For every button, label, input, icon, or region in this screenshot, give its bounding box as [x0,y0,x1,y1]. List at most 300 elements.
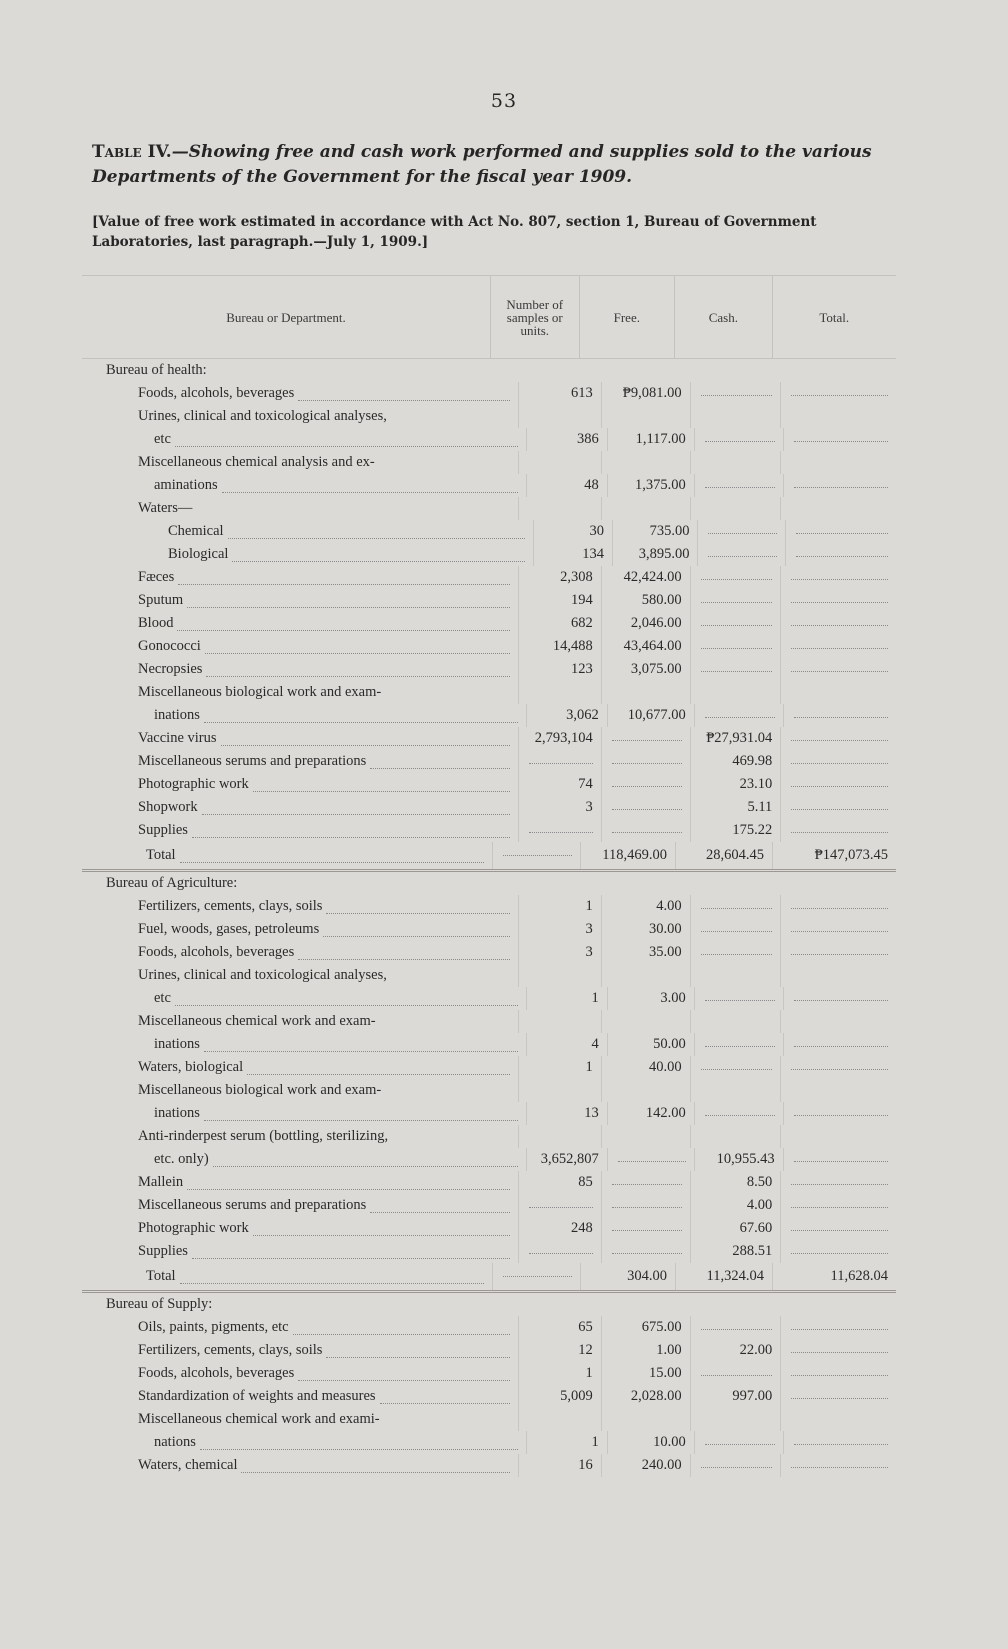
cell-number [518,1079,600,1102]
cell-cash: 4.00 [690,1194,781,1217]
cell-total [783,1102,896,1125]
row-label [82,543,533,566]
row-label-text: inations [154,707,200,723]
table-row [82,895,896,918]
dot-leader [177,617,510,631]
dot-leader [204,1107,518,1121]
cell-number [518,750,600,773]
cell-total [780,566,896,589]
cell-free: 3,075.00 [601,658,690,681]
row-label-text: etc. only) [154,1151,209,1167]
dot-leader [178,571,510,585]
cell-free: 30.00 [601,918,690,941]
row-label-text: Urines, clinical and toxicological analyses, [138,967,387,983]
cell-cash: 175.22 [690,819,781,842]
table-row [82,987,896,1010]
cell-total [780,964,896,987]
dot-leader [192,1245,511,1259]
cell-number: 16 [518,1454,600,1477]
table-row [82,635,896,658]
table-row [82,1010,896,1033]
cell-total [780,941,896,964]
row-label-text: inations [154,1105,200,1121]
cell-free: 42,424.00 [601,566,690,589]
cell-cash [697,543,784,566]
row-label-text: Miscellaneous serums and preparations [138,753,367,769]
cell-free: 50.00 [607,1033,694,1056]
cell-free: 2,028.00 [601,1385,690,1408]
row-label-text: Photographic work [138,1220,249,1236]
table-row [82,1240,896,1263]
dot-leader [298,387,510,401]
total-total: ₱147,073.45 [772,842,896,869]
row-label-text: Waters, chemical [138,1457,238,1473]
cell-free: 10,677.00 [607,704,694,727]
cell-cash: ₱27,931.04 [690,727,781,750]
cell-cash [690,635,781,658]
table-row [82,1454,896,1477]
cell-number: 2,308 [518,566,600,589]
dot-leader [380,1390,511,1404]
row-label-text: Miscellaneous biological work and exam- [138,684,382,700]
cell-total [780,1125,896,1148]
cell-cash [690,681,781,704]
row-label [82,1431,526,1454]
row-label-text: Photographic work [138,776,249,792]
row-label-text: Miscellaneous chemical analysis and ex- [138,454,375,470]
dot-leader [241,1459,510,1473]
row-label [82,1454,518,1477]
cell-total [780,1454,896,1477]
cell-free [601,1240,690,1263]
cell-number [518,1194,600,1217]
cell-total [780,1217,896,1240]
dot-leader [370,755,510,769]
row-label-text: Miscellaneous chemical work and exam- [138,1013,376,1029]
cell-free [601,1125,690,1148]
cell-total [780,497,896,520]
row-label [82,1316,518,1339]
cell-total [780,1171,896,1194]
row-label [82,750,518,773]
cell-cash [690,612,781,635]
cell-cash [690,941,781,964]
dot-leader [206,663,510,677]
dot-leader [228,525,525,539]
table-row [82,941,896,964]
cell-cash: 67.60 [690,1217,781,1240]
dot-leader [232,548,524,562]
total-total: 11,628.04 [772,1263,896,1290]
dot-leader [180,849,484,863]
cell-total [783,428,896,451]
cell-number [518,819,600,842]
cell-total [780,405,896,428]
total-free: 304.00 [580,1263,675,1290]
cell-total [780,1010,896,1033]
total-number [492,842,580,869]
row-label [82,520,533,543]
cell-number [518,497,600,520]
total-number [492,1263,580,1290]
cell-number: 12 [518,1339,600,1362]
table-row [82,566,896,589]
row-label-text: Supplies [138,1243,188,1259]
cell-cash: 8.50 [690,1171,781,1194]
row-label [82,727,518,750]
cell-free: 1,375.00 [607,474,694,497]
cell-total [785,520,896,543]
table-row [82,428,896,451]
cell-free: 43,464.00 [601,635,690,658]
cell-cash [694,1431,783,1454]
cell-cash [697,520,784,543]
table-row [82,589,896,612]
cell-total [780,773,896,796]
row-label [82,635,518,658]
cell-cash: 469.98 [690,750,781,773]
dot-leader [298,1367,510,1381]
row-label-text: nations [154,1434,196,1450]
table-row [82,1033,896,1056]
row-label [82,895,518,918]
cell-free [601,750,690,773]
table-title-lead: Table IV. [92,142,172,162]
cell-number: 30 [533,520,612,543]
table-title [92,140,922,190]
dot-leader [247,1061,510,1075]
cell-free: 1.00 [601,1339,690,1362]
table-row [82,520,896,543]
row-label [82,796,518,819]
row-label [82,1217,518,1240]
cell-free [601,1194,690,1217]
cell-cash [690,1454,781,1477]
cell-number: 134 [533,543,612,566]
dot-leader [222,479,518,493]
row-label-text: Gonococci [138,638,201,654]
cell-number: 85 [518,1171,600,1194]
cell-total [780,382,896,405]
row-label-text: Miscellaneous serums and preparations [138,1197,367,1213]
cell-number: 2,793,104 [518,727,600,750]
row-label [82,658,518,681]
cell-number [518,1010,600,1033]
dot-leader [221,732,511,746]
row-label [82,987,526,1010]
cell-free: 3.00 [607,987,694,1010]
cell-total [780,451,896,474]
group-heading: Bureau of Supply: [106,1296,213,1312]
cell-free: 15.00 [601,1362,690,1385]
table-row [82,1362,896,1385]
cell-cash [690,1079,781,1102]
cell-cash [690,1362,781,1385]
total-label [82,842,492,869]
row-label-text: Mallein [138,1174,184,1190]
table-row [82,727,896,750]
free-cash-work-table [82,275,896,1477]
dot-leader [213,1153,518,1167]
row-label-text: Urines, clinical and toxicological analyses, [138,408,387,424]
cell-total [780,1408,896,1431]
cell-cash [690,964,781,987]
row-label-text: Foods, alcohols, beverages [138,944,295,960]
row-label [82,1194,518,1217]
row-label [82,1079,518,1102]
table-row [82,964,896,987]
row-label-text: etc [154,990,171,1006]
row-label-text: Fæces [138,569,175,585]
row-label-text: Standardization of weights and measures [138,1388,376,1404]
row-label-text: Waters— [138,500,193,516]
row-label [82,941,518,964]
table-row [82,1125,896,1148]
cell-cash [690,918,781,941]
cell-number: 1 [518,895,600,918]
table-row [82,681,896,704]
cell-total [780,727,896,750]
table-row [82,1217,896,1240]
table-title-rest: —Showing free and cash work performed and supplies sold to the various Departments of the Government for the fiscal year 1909. [92,142,872,187]
row-label-text: Foods, alcohols, beverages [138,385,295,401]
row-label [82,474,526,497]
total-cash: 28,604.45 [675,842,772,869]
row-label-text: Vaccine virus [138,730,217,746]
table-row [82,1316,896,1339]
total-label [82,1263,492,1290]
row-label [82,819,518,842]
table-row [82,451,896,474]
cell-cash: 288.51 [690,1240,781,1263]
dot-leader [323,923,510,937]
cell-total [780,1362,896,1385]
row-label-text: Necropsies [138,661,203,677]
dot-leader [175,992,518,1006]
cell-total [780,681,896,704]
cell-cash [690,1125,781,1148]
cell-free [601,773,690,796]
cell-number: 386 [526,428,607,451]
row-label [82,1125,518,1148]
cell-free: 240.00 [601,1454,690,1477]
total-label-text: Total [146,1268,176,1284]
cell-total [780,1385,896,1408]
row-label [82,1385,518,1408]
cell-cash [694,987,783,1010]
cell-total [783,1431,896,1454]
table-row [82,612,896,635]
cell-cash [690,895,781,918]
cell-total [780,895,896,918]
dot-leader [326,1344,510,1358]
row-label-text: Sputum [138,592,184,608]
cell-number: 3,652,807 [526,1148,607,1171]
dot-leader [326,900,510,914]
cell-number [518,451,600,474]
cell-number: 1 [518,1056,600,1079]
cell-cash [690,589,781,612]
cell-free [601,1217,690,1240]
row-label-text: Fertilizers, cements, clays, soils [138,898,323,914]
cell-number: 194 [518,589,600,612]
cell-number: 4 [526,1033,607,1056]
table-row [82,1171,896,1194]
table-row [82,405,896,428]
cell-cash [690,497,781,520]
table-row [82,1385,896,1408]
table-header [82,275,896,359]
cell-total [783,1148,896,1171]
cell-cash [690,382,781,405]
table-row [82,543,896,566]
cell-free: 4.00 [601,895,690,918]
header-free: Free. [579,276,675,358]
cell-cash: 22.00 [690,1339,781,1362]
dot-leader [204,709,518,723]
table-row [82,1079,896,1102]
cell-free: 142.00 [607,1102,694,1125]
cell-total [783,987,896,1010]
cell-free [601,405,690,428]
row-label-text: Miscellaneous chemical work and exami- [138,1411,380,1427]
cell-cash [690,566,781,589]
header-number: Number of samples or units. [490,276,579,358]
row-label-text: Shopwork [138,799,198,815]
dot-leader [253,778,511,792]
cell-free [601,451,690,474]
cell-total [780,658,896,681]
total-cash: 11,324.04 [675,1263,772,1290]
header-cash: Cash. [674,276,772,358]
cell-cash [690,451,781,474]
cell-free: 1,117.00 [607,428,694,451]
row-label-text: Blood [138,615,174,631]
row-label-text: inations [154,1036,200,1052]
cell-number: 3 [518,918,600,941]
cell-free: 735.00 [612,520,698,543]
cell-number: 613 [518,382,600,405]
cell-number: 123 [518,658,600,681]
cell-total [780,796,896,819]
cell-cash [690,658,781,681]
row-label-text: Fuel, woods, gases, petroleums [138,921,320,937]
cell-number: 3 [518,796,600,819]
dot-leader [187,594,510,608]
page-number: 53 [490,90,518,112]
cell-free [601,1079,690,1102]
cell-number: 248 [518,1217,600,1240]
cell-free [601,964,690,987]
total-row [82,842,896,872]
cell-number: 65 [518,1316,600,1339]
row-label [82,428,526,451]
row-label [82,566,518,589]
cell-cash: 5.11 [690,796,781,819]
cell-free: 10.00 [607,1431,694,1454]
table-row [82,773,896,796]
table-row [82,474,896,497]
cell-number: 48 [526,474,607,497]
table-row [82,704,896,727]
cell-free [607,1148,694,1171]
cell-total [785,543,896,566]
total-free: 118,469.00 [580,842,675,869]
cell-cash [694,1033,783,1056]
cell-total [783,1033,896,1056]
row-label [82,1148,526,1171]
cell-number: 1 [518,1362,600,1385]
cell-free: 3,895.00 [612,543,698,566]
row-label-text: Biological [168,546,229,562]
cell-total [780,1056,896,1079]
cell-free: 2,046.00 [601,612,690,635]
row-label [82,1408,518,1431]
row-label-text: Waters, biological [138,1059,244,1075]
cell-free [601,497,690,520]
row-label [82,1339,518,1362]
row-label [82,612,518,635]
cell-free: 675.00 [601,1316,690,1339]
dot-leader [187,1176,510,1190]
row-label [82,1240,518,1263]
cell-cash: 997.00 [690,1385,781,1408]
cell-total [780,819,896,842]
row-label-text: Foods, alcohols, beverages [138,1365,295,1381]
cell-free [601,1010,690,1033]
cell-number: 1 [526,1431,607,1454]
cell-cash [694,474,783,497]
cell-cash [694,428,783,451]
cell-number [518,964,600,987]
cell-number: 682 [518,612,600,635]
table-row [82,1148,896,1171]
row-label-text: Oils, paints, pigments, etc [138,1319,289,1335]
cell-number [518,1408,600,1431]
table-body [82,359,896,1477]
total-label-text: Total [146,847,176,863]
dot-leader [204,1038,518,1052]
dot-leader [298,946,510,960]
cell-cash [690,405,781,428]
cell-cash [694,704,783,727]
row-label [82,918,518,941]
cell-cash [690,1056,781,1079]
cell-total [780,635,896,658]
cell-total [780,750,896,773]
row-label-text: Miscellaneous biological work and exam- [138,1082,382,1098]
cell-total [780,589,896,612]
row-label [82,681,518,704]
cell-number [518,1125,600,1148]
cell-number [518,1240,600,1263]
cell-cash: 10,955.43 [694,1148,783,1171]
row-label-text: Supplies [138,822,188,838]
row-label [82,1010,518,1033]
row-label [82,497,518,520]
cell-free [601,1408,690,1431]
table-row [82,1102,896,1125]
table-row [82,1431,896,1454]
row-label [82,1102,526,1125]
cell-cash [690,1408,781,1431]
table-row [82,1408,896,1431]
cell-number: 13 [526,1102,607,1125]
cell-free [601,681,690,704]
cell-total [780,1316,896,1339]
table-row [82,796,896,819]
row-label [82,704,526,727]
